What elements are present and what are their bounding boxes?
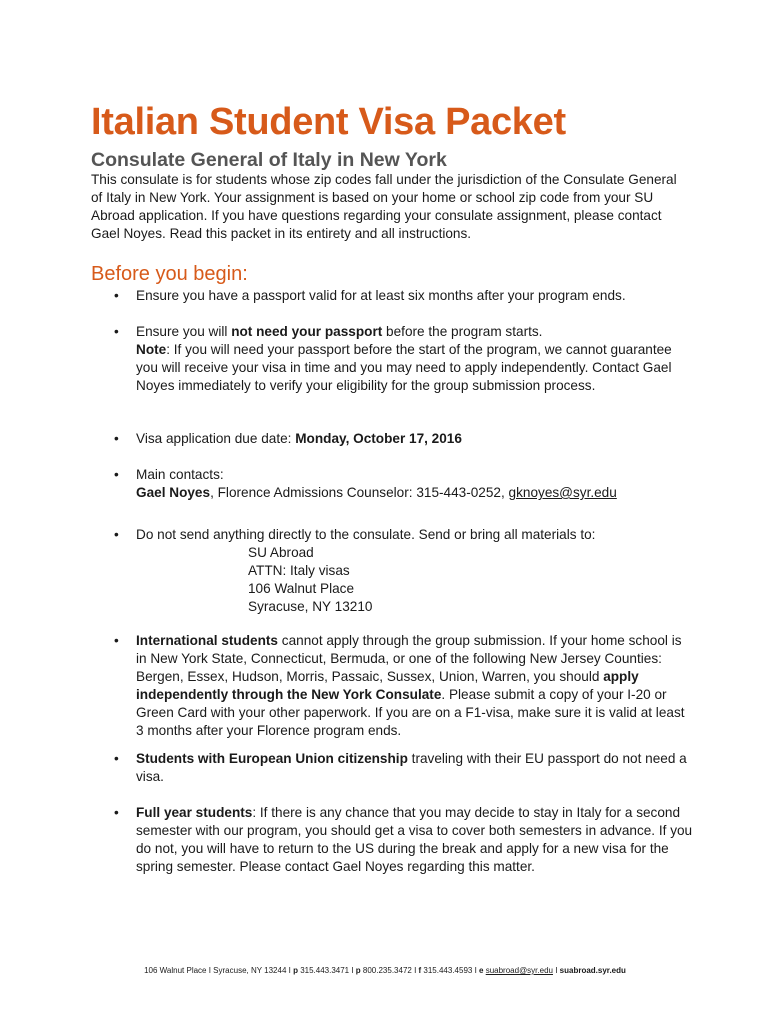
list-item-eu-citizens bbox=[114, 750, 694, 786]
footer-label: f bbox=[418, 966, 422, 975]
list-item-main-contacts bbox=[114, 466, 694, 502]
bullet-icon: • bbox=[114, 751, 119, 766]
emphasis-text: not need your passport bbox=[231, 324, 383, 339]
contact-email-link[interactable]: gknoyes@syr.edu bbox=[508, 485, 617, 500]
list-item-due-date bbox=[114, 430, 694, 448]
list-item-mailing-address bbox=[114, 526, 694, 616]
bullet-icon: • bbox=[114, 805, 119, 820]
list-item-text bbox=[136, 466, 694, 502]
text-segment: before the program starts. bbox=[382, 324, 543, 339]
page-title: Italian Student Visa Packet bbox=[91, 101, 566, 143]
list-item-text bbox=[136, 632, 694, 740]
text-segment: Main contacts: bbox=[136, 467, 224, 482]
note-text: : If you will need your passport before the start of the program, we cannot guarantee you will receive your visa in time and you may need to apply independently. Contact Gael Noyes immediately to verify your eligibility for the group submission process. bbox=[136, 342, 672, 393]
footer-label: p bbox=[355, 966, 361, 975]
bullet-icon: • bbox=[114, 633, 119, 648]
mailing-address-block bbox=[248, 544, 694, 616]
list-item-passport-validity bbox=[114, 287, 694, 305]
list-item-text bbox=[136, 526, 694, 616]
footer-phone: 800.235.3472 I bbox=[360, 966, 419, 975]
footer-email-link[interactable]: suabroad@syr.edu bbox=[485, 966, 553, 975]
footer-fax: 315.443.4593 I bbox=[421, 966, 480, 975]
text-segment: . Please submit a copy of your I-20 or Green Card with your other paperwork. If you are on a F1-visa, make sure it is valid at least 3 months after your Florence program ends. bbox=[136, 687, 685, 738]
bullet-icon: • bbox=[114, 467, 119, 482]
contact-name: Gael Noyes bbox=[136, 485, 211, 500]
list-item-text: Ensure you have a passport valid for at least six months after your program ends. bbox=[136, 288, 626, 303]
footer-website[interactable]: suabroad.syr.edu bbox=[559, 966, 626, 975]
text-segment: Ensure you will bbox=[136, 324, 232, 339]
list-item-text bbox=[136, 323, 694, 395]
address-line: 106 Walnut Place bbox=[248, 581, 355, 596]
text-segment: : If there is any chance that you may decide to stay in Italy for a second semester with our program, you should get a visa to cover both semesters in advance. If you do not, you will have to return to the US during the break and apply for a new visa for the spring semester. Please contact Gael Noyes regarding this matter. bbox=[136, 805, 693, 874]
address-line: Syracuse, NY 13210 bbox=[248, 599, 373, 614]
section-heading-before-you-begin: Before you begin: bbox=[91, 263, 248, 285]
emphasis-text: apply independently through the New York Consulate bbox=[136, 669, 639, 702]
list-item-text bbox=[136, 804, 694, 876]
note-label: Note bbox=[136, 342, 167, 357]
bullet-icon: • bbox=[114, 324, 119, 339]
footer-label: e bbox=[479, 966, 484, 975]
footer-separator: I bbox=[552, 966, 560, 975]
list-item-text bbox=[136, 430, 694, 448]
text-segment: Visa application due date: bbox=[136, 431, 296, 446]
emphasis-text: Full year students bbox=[136, 805, 253, 820]
list-item-international-students bbox=[114, 632, 694, 740]
list-item-text bbox=[136, 750, 694, 786]
text-segment: traveling with their EU passport do not need a visa. bbox=[136, 751, 687, 784]
bullet-icon: • bbox=[114, 431, 119, 446]
text-segment: Do not send anything directly to the consulate. Send or bring all materials to: bbox=[136, 527, 596, 542]
footer-label: p bbox=[293, 966, 298, 975]
text-segment: cannot apply through the group submission. If your home school is in New York State, Connecticut, Bermuda, or one of the following New Jersey Counties: Bergen, Essex, Hudson, Morris, Passaic, Sussex, Union, Warren, you should bbox=[136, 633, 682, 684]
footer-phone: 315.443.3471 I bbox=[297, 966, 356, 975]
address-line: SU Abroad bbox=[248, 545, 314, 560]
due-date-value: Monday, October 17, 2016 bbox=[295, 431, 462, 446]
footer-address: 106 Walnut Place I Syracuse, NY 13244 I bbox=[144, 966, 294, 975]
bullet-icon: • bbox=[114, 527, 119, 542]
bullet-icon: • bbox=[114, 288, 119, 303]
list-item-full-year-students bbox=[114, 804, 694, 876]
intro-paragraph: This consulate is for students whose zip codes fall under the jurisdiction of the Consulate General of Italy in New York. Your assignment is based on your home or school zip code from your SU Abroad application. If you have questions regarding your consulate assignment, please contact Gael Noyes. Read this packet in its entirety and all instructions. bbox=[91, 172, 677, 241]
emphasis-text: International students bbox=[136, 633, 278, 648]
page-subtitle: Consulate General of Italy in New York bbox=[91, 149, 447, 171]
page-footer bbox=[0, 966, 770, 976]
contact-role: , Florence Admissions Counselor: 315-443-0252, bbox=[210, 485, 509, 500]
address-line: ATTN: Italy visas bbox=[248, 563, 350, 578]
emphasis-text: Students with European Union citizenship bbox=[136, 751, 408, 766]
list-item-passport-need bbox=[114, 323, 694, 395]
